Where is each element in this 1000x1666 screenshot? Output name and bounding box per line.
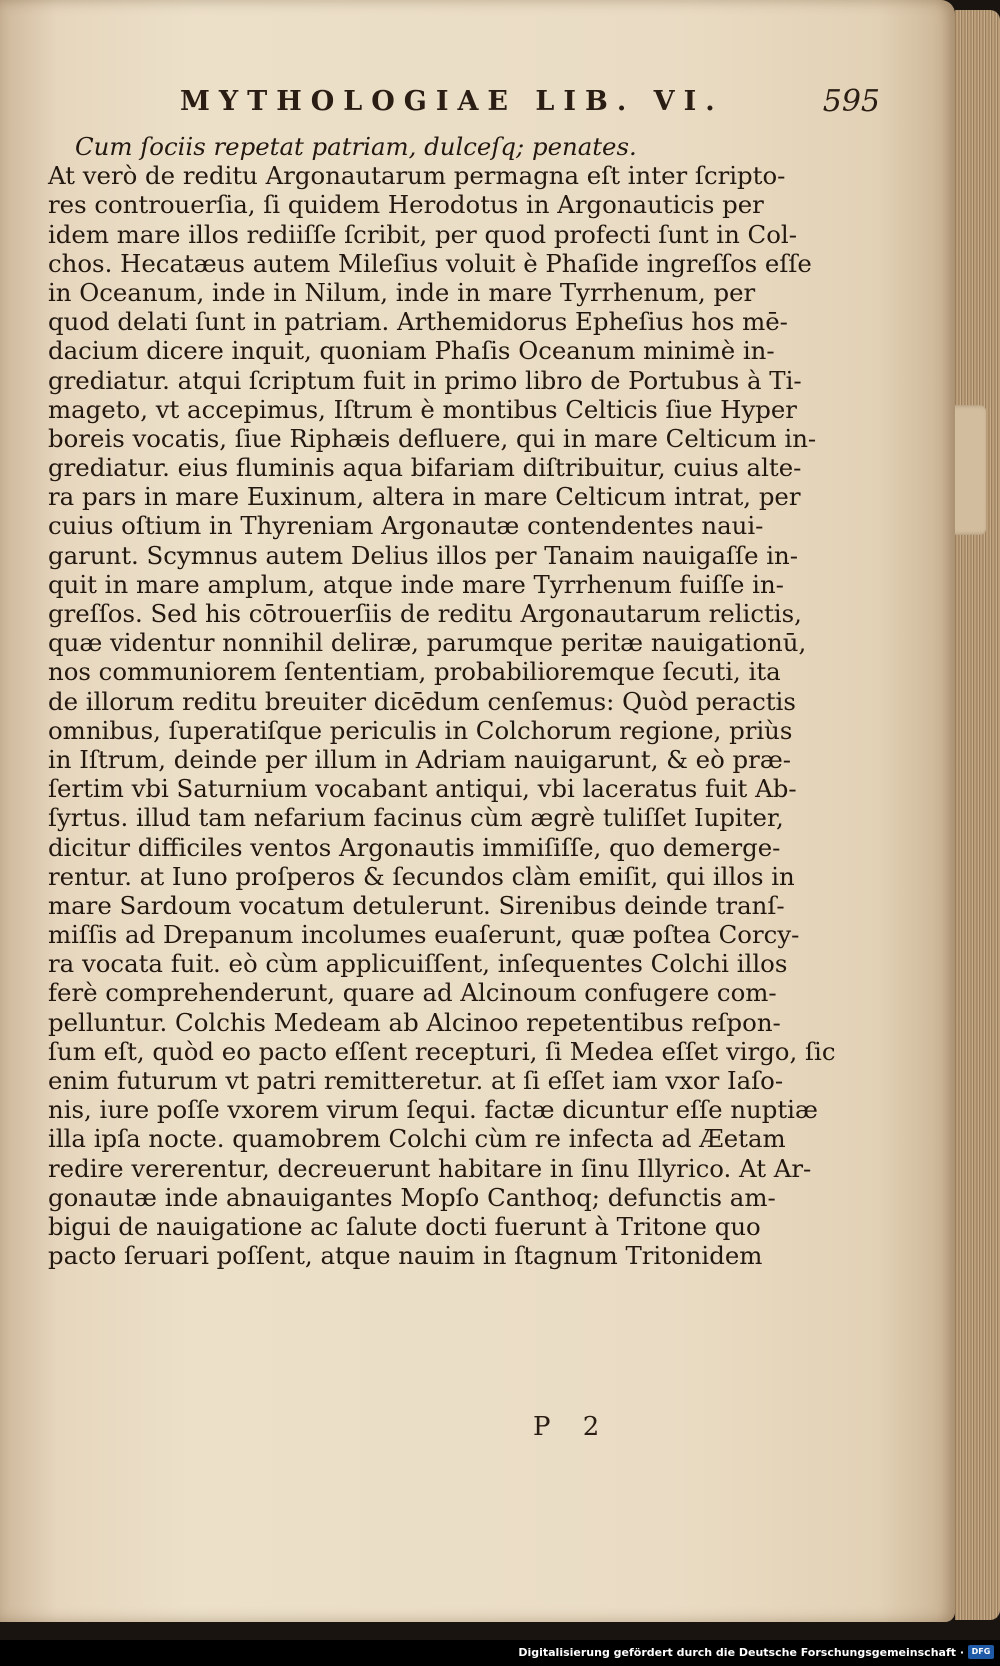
text-line: in Oceanum, inde in Nilum, inde in mare Tyrrhenum, per xyxy=(48,277,756,307)
text-line: greſſos. Sed his cōtrouerſiis de reditu Argonautarum relictis, xyxy=(48,599,802,628)
text-line: pelluntur. Colchis Medeam ab Alcinoo repetentibus reſpon- xyxy=(48,1007,781,1037)
text-line: redire vererentur, decreuerunt habitare in ſinu Illyrico. At Ar- xyxy=(48,1153,812,1183)
text-line: nos communiorem ſententiam, probabilioremque ſecuti, ita xyxy=(48,657,781,687)
text-line: nis, iure poſſe vxorem virum ſequi. factæ dicuntur eſſe nuptiæ xyxy=(48,1095,818,1125)
text-line: pacto ſeruari poſſent, atque nauim in ſtagnum Tritonidem xyxy=(48,1241,763,1271)
text-line: idem mare illos rediiſſe ſcribit, per quod profecti ſunt in Col- xyxy=(48,219,797,249)
text-line: omnibus, ſuperatiſque periculis in Colchorum regione, priùs xyxy=(48,715,793,745)
text-line: dacium dicere inquit, quoniam Phaſis Oceanum minimè in- xyxy=(48,336,775,366)
body-text xyxy=(48,132,836,1271)
text-line: ra pars in mare Euxinum, altera in mare Celticum intrat, per xyxy=(48,482,801,512)
verse-line: Cum ſociis repetat patriam, dulceſq; penates. xyxy=(75,132,637,161)
text-line: mageto, vt accepimus, Iſtrum è montibus Celticis ſiue Hyper xyxy=(48,394,797,424)
text-line: mare Sardoum vocatum detulerunt. Sirenibus deinde tranſ- xyxy=(48,890,785,920)
text-line: dicitur difficiles ventos Argonautis immiſiſſe, quo demerge- xyxy=(48,832,781,862)
text-line: de illorum reditu breuiter dicēdum cenſemus: Quòd peractis xyxy=(48,686,796,716)
page-number: 595 xyxy=(822,84,880,119)
text-line: rentur. at Iuno proſperos & ſecundos clàm emiſit, qui illos in xyxy=(48,861,795,891)
text-line: ra vocata fuit. eò cùm applicuiſſent, inſequentes Colchi illos xyxy=(48,949,788,979)
text-line: At verò de reditu Argonautarum permagna eſt inter ſcripto- xyxy=(48,161,786,191)
text-line: garunt. Scymnus autem Delius illos per Tanaim nauigaſſe in- xyxy=(48,540,799,570)
dfg-logo: DFG xyxy=(968,1645,994,1659)
text-line: cuius oſtium in Thyreniam Argonautæ contendentes naui- xyxy=(48,511,764,541)
text-line: enim futurum vt patri remitteretur. at ſi eſſet iam vxor Iaſo- xyxy=(48,1066,784,1095)
text-line: grediatur. eius fluminis aqua bifariam diſtribuitur, cuius alte- xyxy=(48,453,802,483)
text-line: miſſis ad Drepanum incolumes euaſerunt, quæ poſtea Corcy- xyxy=(48,920,800,950)
running-head-title: MYTHOLOGIAE LIB. VI. xyxy=(180,86,724,117)
text-line: ſum eſt, quòd eo pacto eſſent recepturi, ſi Medea eſſet virgo, ſic xyxy=(48,1036,836,1066)
text-line: illa ipſa nocte. quamobrem Colchi cùm re infecta ad Æetam xyxy=(48,1124,786,1154)
text-line: boreis vocatis, ſiue Riphæis defluere, qui in mare Celticum in- xyxy=(48,423,817,453)
text-line: bigui de nauigatione ac ſalute docti fuerunt à Tritone quo xyxy=(48,1211,761,1241)
text-line: ſertim vbi Saturnium vocabant antiqui, vbi laceratus fuit Ab- xyxy=(48,774,797,804)
text-line: quod delati ſunt in patriam. Arthemidorus Epheſius hos mē- xyxy=(48,307,788,337)
text-line: chos. Hecatæus autem Mileſius voluit è Phaſide ingreſſos eſſe xyxy=(48,248,812,278)
footer-credit: Digitalisierung gefördert durch die Deutsche Forschungsgemeinschaft · xyxy=(518,1646,964,1659)
signature-mark: P 2 xyxy=(533,1412,612,1442)
text-line: res controuerſia, ſi quidem Herodotus in Argonauticis per xyxy=(48,190,764,220)
page-edge xyxy=(955,10,1000,1620)
text-line: quit in mare amplum, atque inde mare Tyrrhenum fuiſſe in- xyxy=(48,569,784,599)
digitization-footer xyxy=(0,1640,1000,1666)
text-line: ſyrtus. illud tam nefarium facinus cùm ægrè tuliſſet Iupiter, xyxy=(48,803,784,833)
text-line: quæ videntur nonnihil deliræ, parumque peritæ nauigationū, xyxy=(48,628,807,658)
running-head xyxy=(120,86,880,126)
text-line: ferè comprehenderunt, quare ad Alcinoum confugere com- xyxy=(48,978,777,1008)
text-line: in Iſtrum, deinde per illum in Adriam nauigarunt, & eò præ- xyxy=(48,744,791,774)
text-line: grediatur. atqui ſcriptum fuit in primo libro de Portubus à Ti- xyxy=(48,365,802,395)
text-line: gonautæ inde abnauigantes Mopſo Canthoq; defunctis am- xyxy=(48,1182,776,1212)
